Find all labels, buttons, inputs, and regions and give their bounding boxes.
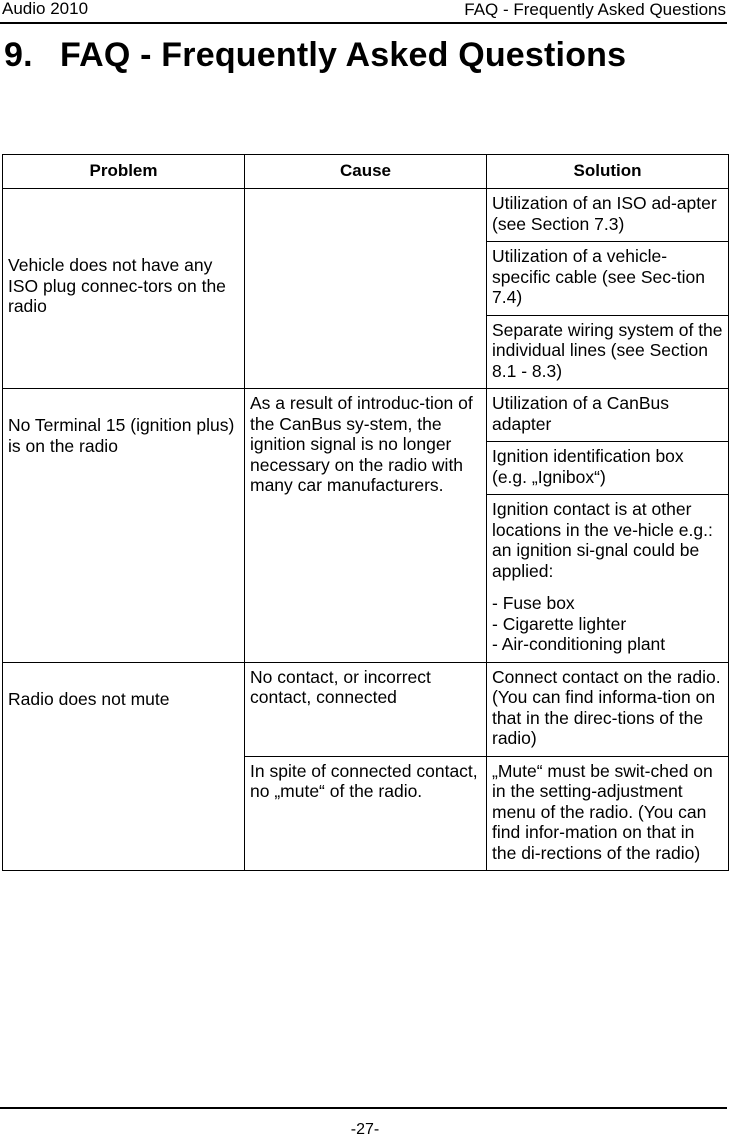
solution-cell: Utilization of a vehicle-specific cable (see Sec-tion 7.4): [487, 242, 729, 316]
table-header-row: [3, 155, 729, 189]
solution-cell: „Mute“ must be swit-ched on in the setting-adjustment menu of the radio. (You can find infor-mation on that in the di-rections of the radio): [487, 756, 729, 871]
cause-cell: No contact, or incorrect contact, connected: [245, 662, 487, 756]
table-row: [3, 389, 729, 442]
cause-cell: [245, 189, 487, 389]
problem-cell: Vehicle does not have any ISO plug connec-tors on the radio: [3, 189, 245, 389]
list-item: - Cigarette lighter: [492, 613, 627, 634]
list-item: - Air-conditioning plant: [492, 634, 666, 654]
section-title-text: FAQ - Frequently Asked Questions: [60, 36, 627, 74]
header-divider: [0, 22, 727, 24]
solution-cell: [487, 495, 729, 663]
header-doc-title: Audio 2010: [2, 0, 89, 18]
faq-table: [2, 154, 729, 871]
page-title: [4, 36, 626, 75]
problem-cell: No Terminal 15 (ignition plus) is on the radio: [3, 389, 245, 663]
solution-note: (You can find informa-tion on that in the direc-tions of the radio): [492, 687, 716, 748]
solution-cell: Utilization of a CanBus adapter: [487, 389, 729, 442]
cause-cell: As a result of introduc-tion of the CanBus sy-stem, the ignition signal is no longer necessary on the radio with many car manufacturers.: [245, 389, 487, 663]
solution-cell: [487, 662, 729, 756]
list-item: - Fuse box: [492, 593, 575, 613]
table-row: [3, 189, 729, 242]
column-header-solution: Solution: [487, 155, 729, 189]
solution-cell: Ignition identification box (e.g. „Ignibox“): [487, 442, 729, 495]
footer-divider: [0, 1107, 727, 1109]
problem-cell: Radio does not mute: [3, 662, 245, 871]
header-section-title: FAQ - Frequently Asked Questions: [464, 0, 726, 19]
solution-text: Connect contact on the radio.: [492, 666, 721, 687]
solution-intro: Ignition contact is at other locations in the ve-hicle e.g.: an ignition si-gnal could be applied:: [492, 499, 713, 581]
solution-cell: Separate wiring system of the individual lines (see Section 8.1 - 8.3): [487, 315, 729, 389]
cause-cell: In spite of connected contact, no „mute“ of the radio.: [245, 756, 487, 871]
solution-cell: Utilization of an ISO ad-apter (see Section 7.3): [487, 189, 729, 242]
section-number: 9.: [4, 36, 33, 74]
page-number: -27-: [350, 1121, 380, 1138]
table-row: [3, 662, 729, 756]
column-header-problem: Problem: [3, 155, 245, 189]
column-header-cause: Cause: [245, 155, 487, 189]
